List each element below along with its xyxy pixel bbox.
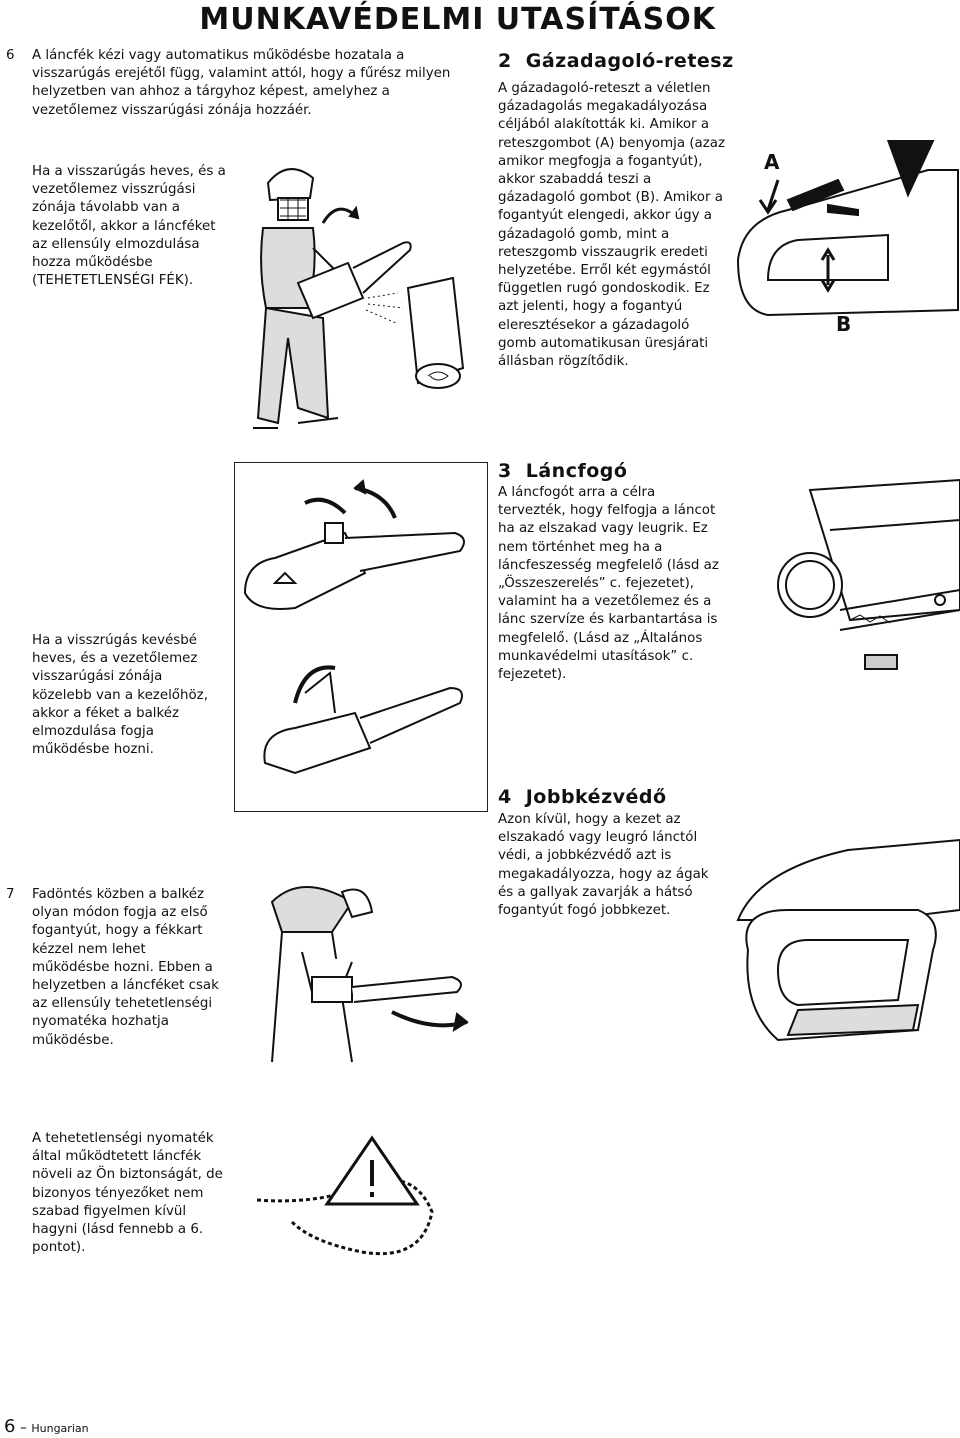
section-6-far-zone-text: Ha a visszarúgás heves, és a vezetőlemez visszrúgási zónája távolabb van a kezelőtől, akkor a láncféket az ellensúly elmozdulása hozza működésbe (TEHETETLENSÉGI FÉK). xyxy=(32,164,226,289)
section-4-heading xyxy=(498,786,667,808)
throttle-label-b: B xyxy=(836,312,852,336)
page-title: MUNKAVÉDELMI UTASÍTÁSOK xyxy=(199,2,716,37)
note-body: A tehetetlenségi nyomaték által működtetett láncfék növeli az Ön biztonságát, de bizonyos tényezőket nem szabad figyelmen kívül hagyni (lásd fennebb a 6. pontot). xyxy=(32,1131,223,1256)
section-4-title: Jobbkézvédő xyxy=(525,786,667,808)
section-6-intro: A láncfék kézi vagy automatikus működésbe hozatala a visszarúgás erejétől függ, valamint attól, hogy a fűrész milyen helyzetben van ahhoz a tárgyhoz képest, amelyhez a vezetőlemez visszarúgási zónája hozzáér. xyxy=(32,48,451,118)
right-hand-guard-illustration xyxy=(718,810,960,1050)
section-2-title: Gázadagoló-retesz xyxy=(525,50,734,72)
section-4-body: Azon kívül, hogy a kezet az elszakadó vagy leugró lánctól védi, a jobbkézvédő azt is megakadályozza, hogy az ágak és a gallyak zavarják a hátsó fogantyút fogó jobbkezet. xyxy=(498,812,709,919)
section-2-body: A gázadagoló-reteszt a véletlen gázadagolás megakadályozása céljából alakították ki. Amikor a reteszgombot (A) benyomja (azaz amikor megfogja a fogantyút), akkor szabaddá teszi a gázadagoló gombot (B). Amikor a fogantyút elengedi, akkor úgy a gázadagoló gomb, mint a reteszgomb visszaugrik eredeti helyzetébe. Erről két egymástól független rugó gondoskodik. Ez azt jelenti, hogy a fogantyú eleresztésekor a gázadagoló gomb automatikusan üresjárati állásban rögzítődik. xyxy=(498,81,726,370)
throttle-label-a: A xyxy=(764,150,780,174)
page-footer xyxy=(4,1416,89,1437)
kickback-operator-illustration xyxy=(238,148,488,448)
brake-activation-frame xyxy=(234,462,488,812)
section-3-heading xyxy=(498,460,627,482)
section-6-near-zone-text: Ha a visszrúgás kevésbé heves, és a vezetőlemez visszarúgási zónája közelebb van a kezelőhöz, akkor a féket a balkéz elmozdulása fogja működésbe hozni. xyxy=(32,633,208,758)
section-3-title: Láncfogó xyxy=(525,460,628,482)
footer-language: Hungarian xyxy=(31,1422,89,1435)
section-6-number: 6 xyxy=(6,48,15,63)
chain-loop-warning-illustration xyxy=(252,1132,462,1272)
page-number: 6 xyxy=(4,1416,16,1437)
section-2-heading xyxy=(498,50,734,72)
section-7-body: Fadöntés közben a balkéz olyan módon fogja az első fogantyút, hogy a fékkart kézzel nem lehet működésbe hozni. Ebben a helyzetben a láncféket csak az ellensúly tehetetlenségi nyomatéka hozhatja működésbe. xyxy=(32,887,219,1048)
section-4-number: 4 xyxy=(498,786,512,808)
section-3-number: 3 xyxy=(498,460,512,482)
footer-dash: – xyxy=(19,1420,27,1436)
section-2-number: 2 xyxy=(498,50,512,72)
section-7-number: 7 xyxy=(6,887,15,902)
chain-catcher-illustration xyxy=(770,470,960,680)
section-3-body: A láncfogót arra a célra tervezték, hogy felfogja a láncot ha az elszakad vagy leugrik. Ez nem történhet meg ha a láncfeszesség megfelelő (lásd az „Összeszerelés” c. fejezetet), valamint ha a vezetőlemez és a lánc szervíze és karbantartása is megfelelő. (Lásd az „Általános munkavédelmi utasítások” c. fejezetet). xyxy=(498,485,719,683)
felling-operator-illustration xyxy=(242,862,480,1072)
